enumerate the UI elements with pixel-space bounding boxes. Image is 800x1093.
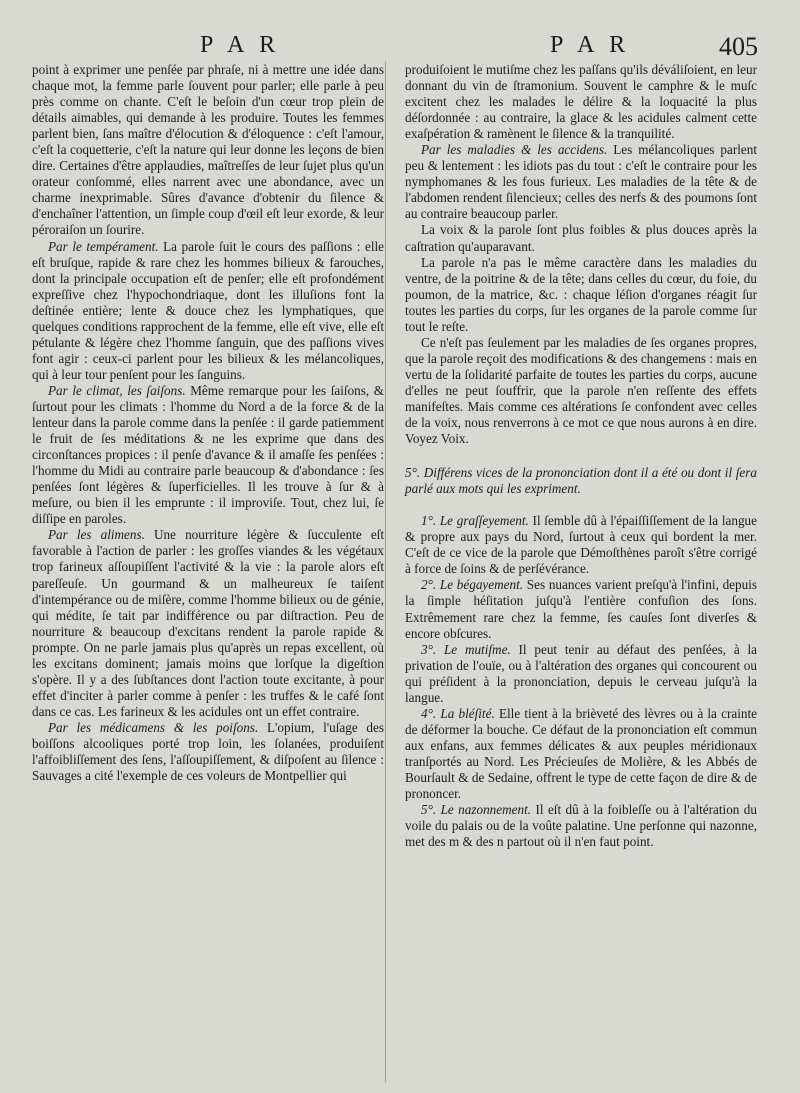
- paragraph: point à exprimer une penſée par phraſe, ni à mettre une idée dans chaque mot, la femme parle ſouvent pour parler; elle parle à peu près comme on chante. C'eſt le beſoin d'un cœur trop plein de détails aimables, qui demande à les produire. Toutes les femmes parlent bien, ſans maître d'élocution & d'éloquence : c'eſt l'amour, c'eſt la coquetterie, c'eſt la nature qui leur donne les leçons de bien dire. Certaines d'être applaudies, maîtreſſes de leur ſujet plus qu'un orateur conſommé, elles narrent avec une abondance, avec un charme inexprimable. Sûres d'avance d'obtenir du ſilence & d'enchaîner l'attention, un ſimple coup d'œil eſt leur exorde, & leur péroraiſon un ſourire.: [32, 62, 384, 238]
- paragraph: [32, 720, 384, 784]
- paragraph-heading: Par le tempérament.: [48, 238, 159, 254]
- paragraph: [405, 142, 757, 222]
- paragraph-text: Il ſemble dû à l'épaiſſiſſement de la langue & propre aux pays du Nord, ſurtout à ceux qui bordent la mer. C'eſt de ce vice de la parole que Démoſthènes paroît s'être corrigé à force de ſoins & de perſévérance.: [405, 513, 757, 577]
- paragraph-text: Une nourriture légère & ſucculente eſt favorable à l'action de parler : les groſſes viandes & les végétaux trop farineux aſſoupiſſent l'activité & la vie : la parole alors eſt pareſſeuſe. Un gourmand & un malheureux ſe taiſent d'intempérance ou de miſère, comme l'homme bilieux ou de génie, qui médite, ſe tait par indifférence ou par diſtraction. Peu de nourriture & beaucoup d'excitans rendent la parole rapide & prompte. On ne parle jamais plus qu'après un repas excellent, où les excitans dominent; jamais moins que lorſque la digeſtion s'opère. Il y a des ſubſtances dont l'action toute excitante, à pour effet d'inciter à parler comme à penſer : les truffes & le café ſont dans ce cas. Les farineux & les acidules ont un effet contraire.: [32, 527, 384, 719]
- paragraph-heading: 3°. Le mutiſme.: [421, 641, 511, 657]
- paragraph-heading: 4°. La bléſité.: [421, 705, 495, 721]
- page-number: 405: [719, 32, 758, 61]
- running-head-right: P A R: [550, 32, 631, 58]
- paragraph-heading: 1°. Le graſſeyement.: [421, 513, 529, 529]
- paragraph-heading: 5°. Le nazonnement.: [421, 802, 532, 818]
- paragraph: Ce n'eſt pas ſeulement par les maladies de ſes organes propres, que la parole reçoit des modifications & des changemens : mais en vertu de la ſolidarité parfaite de toutes les parties du corps, aucune d'elles ne peut ſouffrir, que la parole n'en reſſente des effets manifeſtes. Mais comme ces altérations ſe confondent avec celles de la voix, nous renverrons à ce mot ce que nous aurons à en dire. Voyez Voix.: [405, 334, 757, 447]
- paragraph: [405, 513, 757, 577]
- paragraph: [405, 706, 757, 802]
- paragraph-text: Il peut tenir au défaut des penſées, à la privation de l'ouïe, ou à l'altération des organes qui concourent ou qui préſident à la prononciation, depuis le cerveau juſqu'à la langue.: [405, 641, 757, 705]
- paragraph-heading: Par les médicamens & les poiſons.: [48, 719, 259, 735]
- paragraph: [32, 239, 384, 383]
- paragraph-heading: 2°. Le bégayement.: [421, 577, 524, 593]
- running-header: [30, 30, 772, 64]
- text-columns: [32, 62, 774, 1093]
- paragraph: La voix & la parole ſont plus foibles & plus douces après la caſtration qu'auparavant.: [405, 222, 757, 254]
- paragraph-text: Même remarque pour les ſaiſons, & ſurtout pour les climats : l'homme du Nord a de la force & de la lenteur dans la parole comme dans la penſée : il garde patiemment le fruit de ſes méditations & ne les exprime que dans des circonſtances propices : il penſe d'avance & il amaſſe ſes penſées : l'homme du Midi au contraire parle beaucoup & d'abondance : ſes penſées ſont légères & ſuperficielles. Il les trouve à ſur & à meſure, ou bien il les emprunte : il improviſe. Tout, chez lui, ſe diſſipe en paroles.: [32, 382, 384, 527]
- paragraph: [32, 383, 384, 527]
- running-head-left: P A R: [200, 32, 281, 58]
- left-column: [32, 62, 384, 1093]
- paragraph-text: Elle tient à la brièveté des lèvres ou à la crainte de déformer la bouche. Ce défaut de la prononciation eſt commun aux enfans, aux femmes délicates & aux peuples méridionaux tranſportés au Nord. Les Précieuſes de Molière, & les Abbés de Bourſault & de Sedaine, offrent le type de cette façon de dire & de prononcer.: [405, 705, 757, 802]
- paragraph: [405, 577, 757, 641]
- paragraph-heading: Par les alimens.: [48, 527, 145, 543]
- right-column: [405, 62, 757, 1093]
- paragraph: [405, 802, 757, 850]
- paragraph-text: La parole ſuit le cours des paſſions : elle eſt bruſque, rapide & rare chez les hommes bilieux & farouches, dont la principale occupation eſt de penſer; elle eſt profondément expreſſive chez l'hypochondriaque, dont les illuſions font la deſtinée entière; lente & douce chez les lymphatiques, que quelques conditions rapprochent de la femme, elle eſt vive, elle eſt pétulante & légère chez l'homme ſanguin, que des paſſions vives font agir : ceux-ci parlent pour les bilieux & les mélancoliques, qui à leur tour penſent pour les ſanguins.: [32, 238, 385, 382]
- paragraph: produiſoient le mutiſme chez les paſſans qu'ils déváliſoient, en leur donnant du vin de ſtramonium. Souvent le camphre & le muſc excitent chez les malades le délire & la loquacité la plus déſordonnée : au contraire, la glace & les acidules calment cette exaſpération & ramènent le ſilence & la tranquilité.: [405, 62, 757, 142]
- paragraph-text: Les mélancoliques parlent peu & lentement : les idiots pas du tout : c'eſt le contraire pour les nymphomanes & les fous furieux. Les maladies de la tête & de l'abdomen rendent ſilencieux; celles des nerfs & des poumons ſont au contraire beaucoup parler.: [405, 142, 758, 222]
- paragraph: La parole n'a pas le même caractère dans les maladies du ventre, de la poitrine & de la tête; dans celles du cœur, du foie, du poumon, de la matrice, &c. : chaque léſion d'organes réagit ſur toutes les parties du corps, ſur les organes de la parole comme ſur tout le reſte.: [405, 254, 757, 334]
- paragraph-text: L'opium, l'uſage des boiſſons alcooliques porté trop loin, les ſolanées, produiſent l'affoibliſſement des ſens, l'aſſoupiſſement, & diſpoſent au ſilence : Sauvages a cité l'exemple de ces voleurs de Montpellier qui: [32, 719, 385, 784]
- paragraph: [405, 642, 757, 706]
- section-heading: 5°. Différens vices de la prononciation dont il a été ou dont il ſera parlé aux mots qui les expriment.: [405, 465, 757, 497]
- paragraph-heading: Par les maladies & les accidens.: [421, 142, 608, 158]
- paragraph-text: Il eſt dû à la foibleſſe ou à l'altération du voile du palais ou de la voûte palatine. Une perſonne qui nazonne, met des m & des n partout où il n'en faut point.: [405, 802, 757, 850]
- paragraph: [32, 527, 384, 720]
- paragraph-text: Ses nuances varient preſqu'à l'infini, depuis la ſimple héſitation juſqu'à l'entière confuſion des ſons. Extrêmement rare chez la femme, ſes cauſes ſont diverſes & encore obſcures.: [405, 577, 758, 641]
- paragraph-heading: Par le climat, les ſaiſons.: [48, 382, 186, 398]
